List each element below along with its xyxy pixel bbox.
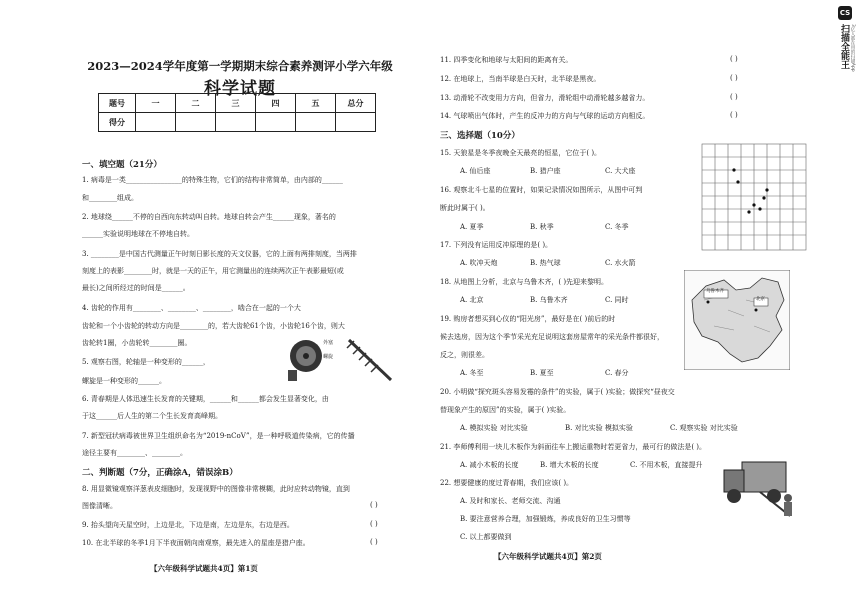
wheel-axle-screw-illustration	[286, 334, 406, 384]
answer-parentheses: ( )	[730, 111, 738, 119]
page-footer: 【六年级科学试题共4页】第1页	[150, 564, 258, 573]
option: C. 大犬座	[605, 167, 636, 175]
option: C. 水火箭	[605, 259, 636, 267]
question-7-line: 途径主要有________、________。	[82, 449, 187, 457]
option: C. 以上都要做到	[460, 533, 512, 541]
option: B. 增大木板的长度	[540, 461, 599, 469]
question-20-line: 替现象产生的原因”的实验，属于( )实验。	[440, 406, 571, 414]
page-footer: 【六年级科学试题共4页】第2页	[494, 552, 602, 561]
answer-parentheses: ( )	[370, 538, 378, 546]
question-11-line: 11. 四季变化和地球与太阳间的距离有关。	[440, 56, 573, 64]
question-19-line: 反之，则很差。	[440, 351, 489, 359]
question-4-line: 齿轮转1圈，小齿轮转________圈。	[82, 339, 192, 347]
question-6-line: 于这______后人生的第二个生长发育高峰期。	[82, 412, 222, 420]
option: A. 仙后座	[460, 167, 491, 175]
option: B. 秋季	[530, 223, 554, 231]
score-blank-cell	[216, 113, 256, 132]
score-blank-cell	[256, 113, 296, 132]
option: B. 要注意营养合理，加强锻炼，养成良好的卫生习惯等	[460, 515, 631, 523]
question-12-line: 12. 在地球上，当南半球是白天时，北半球是黑夜。	[440, 75, 601, 83]
score-blank-cell	[336, 113, 376, 132]
question-10-line: 10. 在北半球的冬季1月下半夜面朝向南观察，最先进入的星座是猎户座。	[82, 539, 310, 547]
option: B. 夏至	[530, 369, 554, 377]
question-1-line: 1. 病毒是一类________________的特殊生物，它们的结构非常简单，由内部的______	[82, 176, 343, 184]
question-22-line: 22. 想要健康的度过青春期，我们应该( )。	[440, 479, 574, 487]
score-blank-cell	[176, 113, 216, 132]
score-table-cell: 一	[136, 94, 176, 113]
answer-parentheses: ( )	[370, 501, 378, 509]
answer-parentheses: ( )	[730, 93, 738, 101]
option: B. 热气球	[530, 259, 561, 267]
illustration-label: 外塞	[323, 340, 334, 346]
option: B. 对比实验 模拟实验	[565, 424, 633, 432]
question-14-line: 14. 气球喷出气体时，产生的反冲力的方向与气球的运动方向相反。	[440, 112, 650, 120]
scanner-watermark	[836, 6, 856, 136]
section-judgement-title: 二、判断题（7分，正确涂A，错误涂B）	[82, 468, 238, 478]
question-18-line: 18. 从地图上分析，北京与乌鲁木齐，( )先迎来黎明。	[440, 278, 609, 286]
option: A. 模拟实验 对比实验	[460, 424, 528, 432]
option: B. 乌鲁木齐	[530, 296, 568, 304]
section-choice-title: 三、选择题（10分）	[440, 131, 520, 141]
china-map-figure	[684, 270, 790, 370]
question-4-line: 齿轮和一个小齿轮的转动方向是________的，若大齿轮61个齿，小齿轮16个齿，则大	[82, 322, 345, 330]
question-20-line: 20. 小明做“探究斑头容易发霉的条件”的实验，属于( )实验；做探究“昼夜交	[440, 388, 675, 396]
question-19-line: 19. 购房者想买到心仪的“阳光房”，最好是在( )前后的时	[440, 315, 616, 323]
illustration-label: 螺旋	[323, 354, 334, 360]
score-table-score-row	[99, 113, 376, 132]
option: A. 夏季	[460, 223, 484, 231]
score-blank-cell	[296, 113, 336, 132]
question-8-line: 图像清晰。	[82, 502, 117, 510]
question-7-line: 7. 新型冠状病毒被世界卫生组织命名为“2019-nCoV”，是一种呼吸道传染病，它的传播	[82, 432, 355, 440]
map-label: 北京	[756, 297, 765, 302]
option: B. 猎户座	[530, 167, 561, 175]
answer-parentheses: ( )	[730, 74, 738, 82]
question-19-line: 候去选房，因为这个季节采光充足说明这套房屋常年的采光条件都很好，	[440, 333, 664, 341]
score-table	[98, 93, 376, 132]
exam-subject-title: 科学试题	[204, 79, 276, 99]
score-table-cell: 题号	[99, 94, 136, 113]
question-3-line: 刻度上的表影________时，就是一天的正午，用它测量出的连续两次正午表影最短(或	[82, 267, 344, 275]
option: A. 北京	[460, 296, 484, 304]
question-5-line: 螺旋是一种变形的______。	[82, 377, 166, 385]
question-5-line: 5. 观察右图，轮轴是一种变形的______，	[82, 358, 210, 366]
question-3-line: 最长)之间所经过的时间是______。	[82, 284, 190, 292]
score-table-cell: 五	[296, 94, 336, 113]
question-2-line: 2. 地球绕______不停的自西向东转动叫自转。地球自转会产生______现象，著名的	[82, 213, 336, 221]
section-fill-blank-title: 一、填空题（21分）	[82, 160, 162, 170]
answer-parentheses: ( )	[730, 55, 738, 63]
score-table-header-row	[99, 94, 376, 113]
score-table-cell: 四	[256, 94, 296, 113]
page-2	[430, 0, 840, 609]
scanner-tagline: 3亿人都在用的扫描App	[850, 24, 855, 72]
exam-title: 2023—2024学年度第一学期期末综合素养测评小学六年级	[87, 59, 393, 73]
question-16-line: 断此时属于( )。	[440, 204, 490, 212]
question-2-line: ______实验说明地球在不停地自转。	[82, 230, 194, 238]
scanner-logo-icon: CS	[838, 6, 852, 20]
question-15-line: 15. 天狼星是冬季夜晚全天最亮的恒星，它位于( )。	[440, 149, 602, 157]
option: C. 同时	[605, 296, 629, 304]
score-table-cell: 得分	[99, 113, 136, 132]
option: A. 吹冲天炮	[460, 259, 498, 267]
option: A. 冬至	[460, 369, 484, 377]
option: A. 减小木板的长度	[460, 461, 519, 469]
question-1-line: 和________组成。	[82, 194, 138, 202]
truck-loading-figure	[720, 452, 802, 522]
answer-parentheses: ( )	[370, 520, 378, 528]
big-dipper-grid-figure	[700, 142, 810, 254]
question-8-line: 8. 用显微镜观察洋葱表皮细胞时，发现视野中的图像非常模糊，此时应转动物镜，直到	[82, 485, 350, 493]
score-table-cell: 三	[216, 94, 256, 113]
question-13-line: 13. 动滑轮不改变用力方向，但省力，滑轮组中动滑轮越多越省力。	[440, 94, 650, 102]
option: A. 及时和家长、老师交流、沟通	[460, 497, 561, 505]
question-9-line: 9. 抬头望向天星空时，上边是北，下边是南，左边是东，右边是西。	[82, 521, 294, 529]
question-3-line: 3. ________是中国古代测量正午时刻日影长度的天文仪器，它的上面有两排刻度，当两排	[82, 250, 357, 258]
option: C. 春分	[605, 369, 629, 377]
question-17-line: 17. 下列没有运用反冲原理的是( )。	[440, 241, 553, 249]
map-label: 乌鲁木齐	[706, 289, 724, 294]
option: C. 冬季	[605, 223, 629, 231]
question-16-line: 16. 观察北斗七星的位置时，如果记录情况如图所示，从图中可判	[440, 186, 643, 194]
question-6-line: 6. 青春期是人体迅速生长发育的关键期，______和______都会发生显著变化，由	[82, 395, 329, 403]
score-table-cell: 总分	[336, 94, 376, 113]
question-4-line: 4. 齿轮的作用有________、________、________，啮合在一起的一个大	[82, 304, 301, 312]
score-table-cell: 二	[176, 94, 216, 113]
question-21-line: 21. 李师傅利用一块儿木板作为斜面往车上搬运重物时若更省力，最可行的做法是( )。	[440, 443, 707, 451]
option: C. 观察实验 对比实验	[670, 424, 738, 432]
scanner-app-name: 扫描全能王	[839, 24, 849, 69]
score-blank-cell	[136, 113, 176, 132]
option: C. 不用木板，直接提升	[630, 461, 703, 469]
